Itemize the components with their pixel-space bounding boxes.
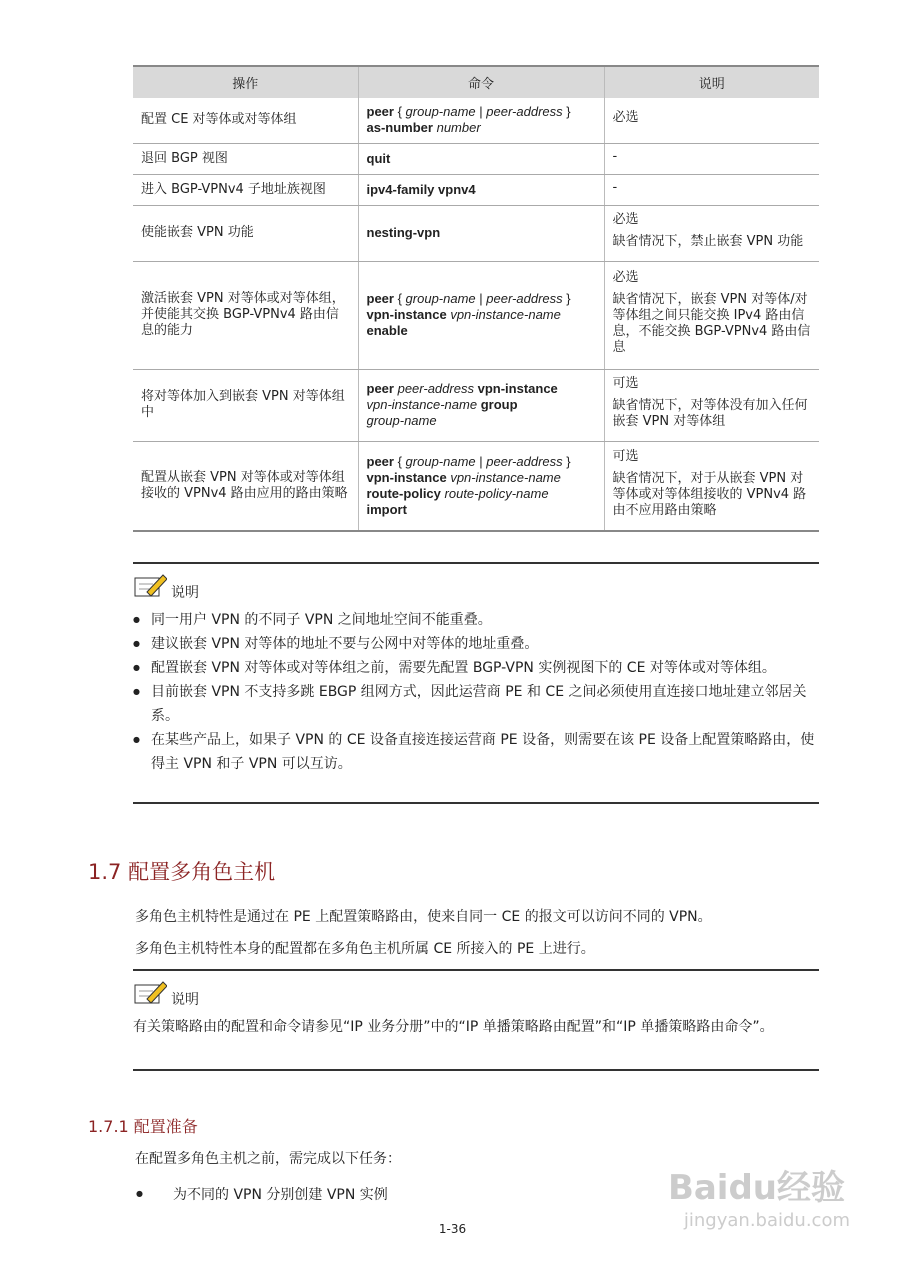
description-line: 缺省情况下，嵌套 VPN 对等体/对等体组之间只能交换 IPv4 路由信息，不能交换 BGP-VPNv4 路由信息	[612, 292, 811, 355]
command-token: |	[475, 104, 487, 120]
command-token: import	[366, 501, 407, 517]
command-token: peer	[366, 291, 394, 306]
command-token: {	[393, 104, 406, 120]
note-item: ● 配置嵌套 VPN 对等体或对等体组之前，需要先配置 BGP-VPN 实例视图下的 CE 对等体或对等体组。	[133, 656, 819, 680]
paragraph: 在配置多角色主机之前，需完成以下任务：	[135, 1151, 401, 1167]
note-title: 说明	[171, 992, 199, 1008]
watermark-url: jingyan.baidu.com	[683, 1210, 850, 1231]
description-line: -	[612, 179, 618, 195]
command-token: {	[393, 291, 406, 306]
table-row	[133, 143, 819, 174]
table-row	[133, 369, 819, 441]
note-item: ● 在某些产品上，如果子 VPN 的 CE 设备直接连接运营商 PE 设备，则需要在该 PE 设备上配置策略路由，使得主 VPN 和子 VPN 可以互访。	[133, 728, 819, 776]
table-row	[133, 261, 819, 369]
header-operation: 操作	[133, 66, 358, 98]
command-token: peer	[366, 381, 394, 396]
command-token: }	[562, 104, 571, 120]
command-token: ipv4-family vpnv4	[366, 181, 476, 197]
command-token: peer	[366, 453, 394, 469]
command-token: peer	[366, 104, 394, 120]
command-token: |	[475, 291, 487, 306]
note-text: 有关策略路由的配置和命令请参见“IP 业务分册”中的“IP 单播策略路由配置”和“IP 单播策略路由命令”。	[133, 1019, 774, 1035]
description-line: 必选	[612, 110, 639, 126]
command-token: |	[475, 453, 487, 469]
description-cell	[604, 98, 819, 143]
command-token: vpn-instance-name	[450, 307, 561, 322]
command-token: number	[436, 120, 481, 136]
command-token: group	[480, 397, 518, 412]
command-token: vpn-instance	[477, 381, 558, 396]
command-cell	[358, 369, 604, 441]
description-cell	[604, 174, 819, 205]
command-token: vpn-instance-name	[450, 469, 561, 485]
command-token: peer-address	[486, 291, 563, 306]
description-line: 必选	[612, 212, 639, 227]
description-line: 必选	[612, 270, 639, 285]
command-cell	[358, 261, 604, 369]
description-line: 可选	[612, 448, 639, 464]
command-cell	[358, 441, 604, 531]
header-command: 命令	[358, 66, 604, 98]
watermark-logo: Baidu经验	[667, 1168, 845, 1208]
description-line: 缺省情况下，对于从嵌套 VPN 对等体或对等体组接收的 VPNv4 路由不应用路由策略	[612, 470, 807, 518]
paragraph: 多角色主机特性是通过在 PE 上配置策略路由，使来自同一 CE 的报文可以访问不同的 VPN。	[135, 909, 712, 925]
description-cell	[604, 261, 819, 369]
subsection-heading: 1.7.1 配置准备	[88, 1117, 198, 1136]
description-cell	[604, 143, 819, 174]
note-title: 说明	[171, 585, 199, 601]
operation-cell: 配置从嵌套 VPN 对等体或对等体组接收的 VPNv4 路由应用的路由策略	[133, 441, 358, 531]
description-line: 缺省情况下，禁止嵌套 VPN 功能	[612, 234, 804, 249]
note-item: ● 同一用户 VPN 的不同子 VPN 之间地址空间不能重叠。	[133, 608, 819, 632]
command-table	[133, 65, 819, 532]
operation-cell: 进入 BGP-VPNv4 子地址族视图	[133, 174, 358, 205]
header-description: 说明	[604, 66, 819, 98]
command-cell	[358, 98, 604, 143]
note-box-1	[133, 562, 819, 804]
command-cell	[358, 143, 604, 174]
command-token: group-name	[366, 413, 437, 428]
note-pencil-icon	[133, 979, 167, 1009]
command-token: group-name	[405, 104, 476, 120]
note-item: ● 建议嵌套 VPN 对等体的地址不要与公网中对等体的地址重叠。	[133, 632, 819, 656]
command-token: group-name	[405, 453, 476, 469]
command-token: }	[562, 453, 571, 469]
note-pencil-icon	[133, 572, 167, 602]
table-row	[133, 174, 819, 205]
table-row	[133, 205, 819, 261]
command-token: peer-address	[486, 104, 563, 120]
page-number: 1-36	[438, 1222, 467, 1236]
bullet-dot: ●	[136, 1189, 143, 1198]
description-line: 可选	[612, 376, 639, 391]
description-cell	[604, 369, 819, 441]
description-cell	[604, 205, 819, 261]
description-line: -	[612, 148, 618, 164]
bullet-item: 为不同的 VPN 分别创建 VPN 实例	[173, 1187, 388, 1203]
command-token: vpn-instance-name	[366, 397, 478, 412]
command-token: enable	[366, 323, 408, 338]
operation-cell: 使能嵌套 VPN 功能	[133, 205, 358, 261]
description-line: 缺省情况下，对等体没有加入任何嵌套 VPN 对等体组	[612, 398, 808, 429]
paragraph: 多角色主机特性本身的配置都在多角色主机所属 CE 所接入的 PE 上进行。	[135, 941, 595, 957]
command-token: vpn-instance	[366, 307, 447, 322]
table-row	[133, 441, 819, 531]
note-item: ● 目前嵌套 VPN 不支持多跳 EBGP 组网方式，因此运营商 PE 和 CE 之间必须使用直连接口地址建立邻居关系。	[133, 680, 819, 728]
section-heading: 1.7 配置多角色主机	[88, 860, 276, 884]
command-token: peer-address	[397, 381, 474, 396]
command-cell	[358, 205, 604, 261]
command-token: group-name	[405, 291, 476, 306]
description-cell	[604, 441, 819, 531]
command-token: nesting-vpn	[366, 225, 441, 240]
command-token: }	[562, 291, 571, 306]
command-token: quit	[366, 150, 391, 166]
command-cell	[358, 174, 604, 205]
command-token: vpn-instance	[366, 469, 447, 485]
command-token: peer-address	[486, 453, 563, 469]
command-token: as-number	[366, 120, 433, 136]
operation-cell: 激活嵌套 VPN 对等体或对等体组，并使能其交换 BGP-VPNv4 路由信息的能力	[133, 261, 358, 369]
operation-cell: 将对等体加入到嵌套 VPN 对等体组中	[133, 369, 358, 441]
command-token: {	[393, 453, 406, 469]
operation-cell: 配置 CE 对等体或对等体组	[133, 98, 358, 143]
table-row	[133, 98, 819, 143]
command-token: route-policy	[366, 485, 441, 501]
command-token: route-policy-name	[444, 485, 549, 501]
operation-cell: 退回 BGP 视图	[133, 143, 358, 174]
note-box-2	[133, 969, 819, 1071]
